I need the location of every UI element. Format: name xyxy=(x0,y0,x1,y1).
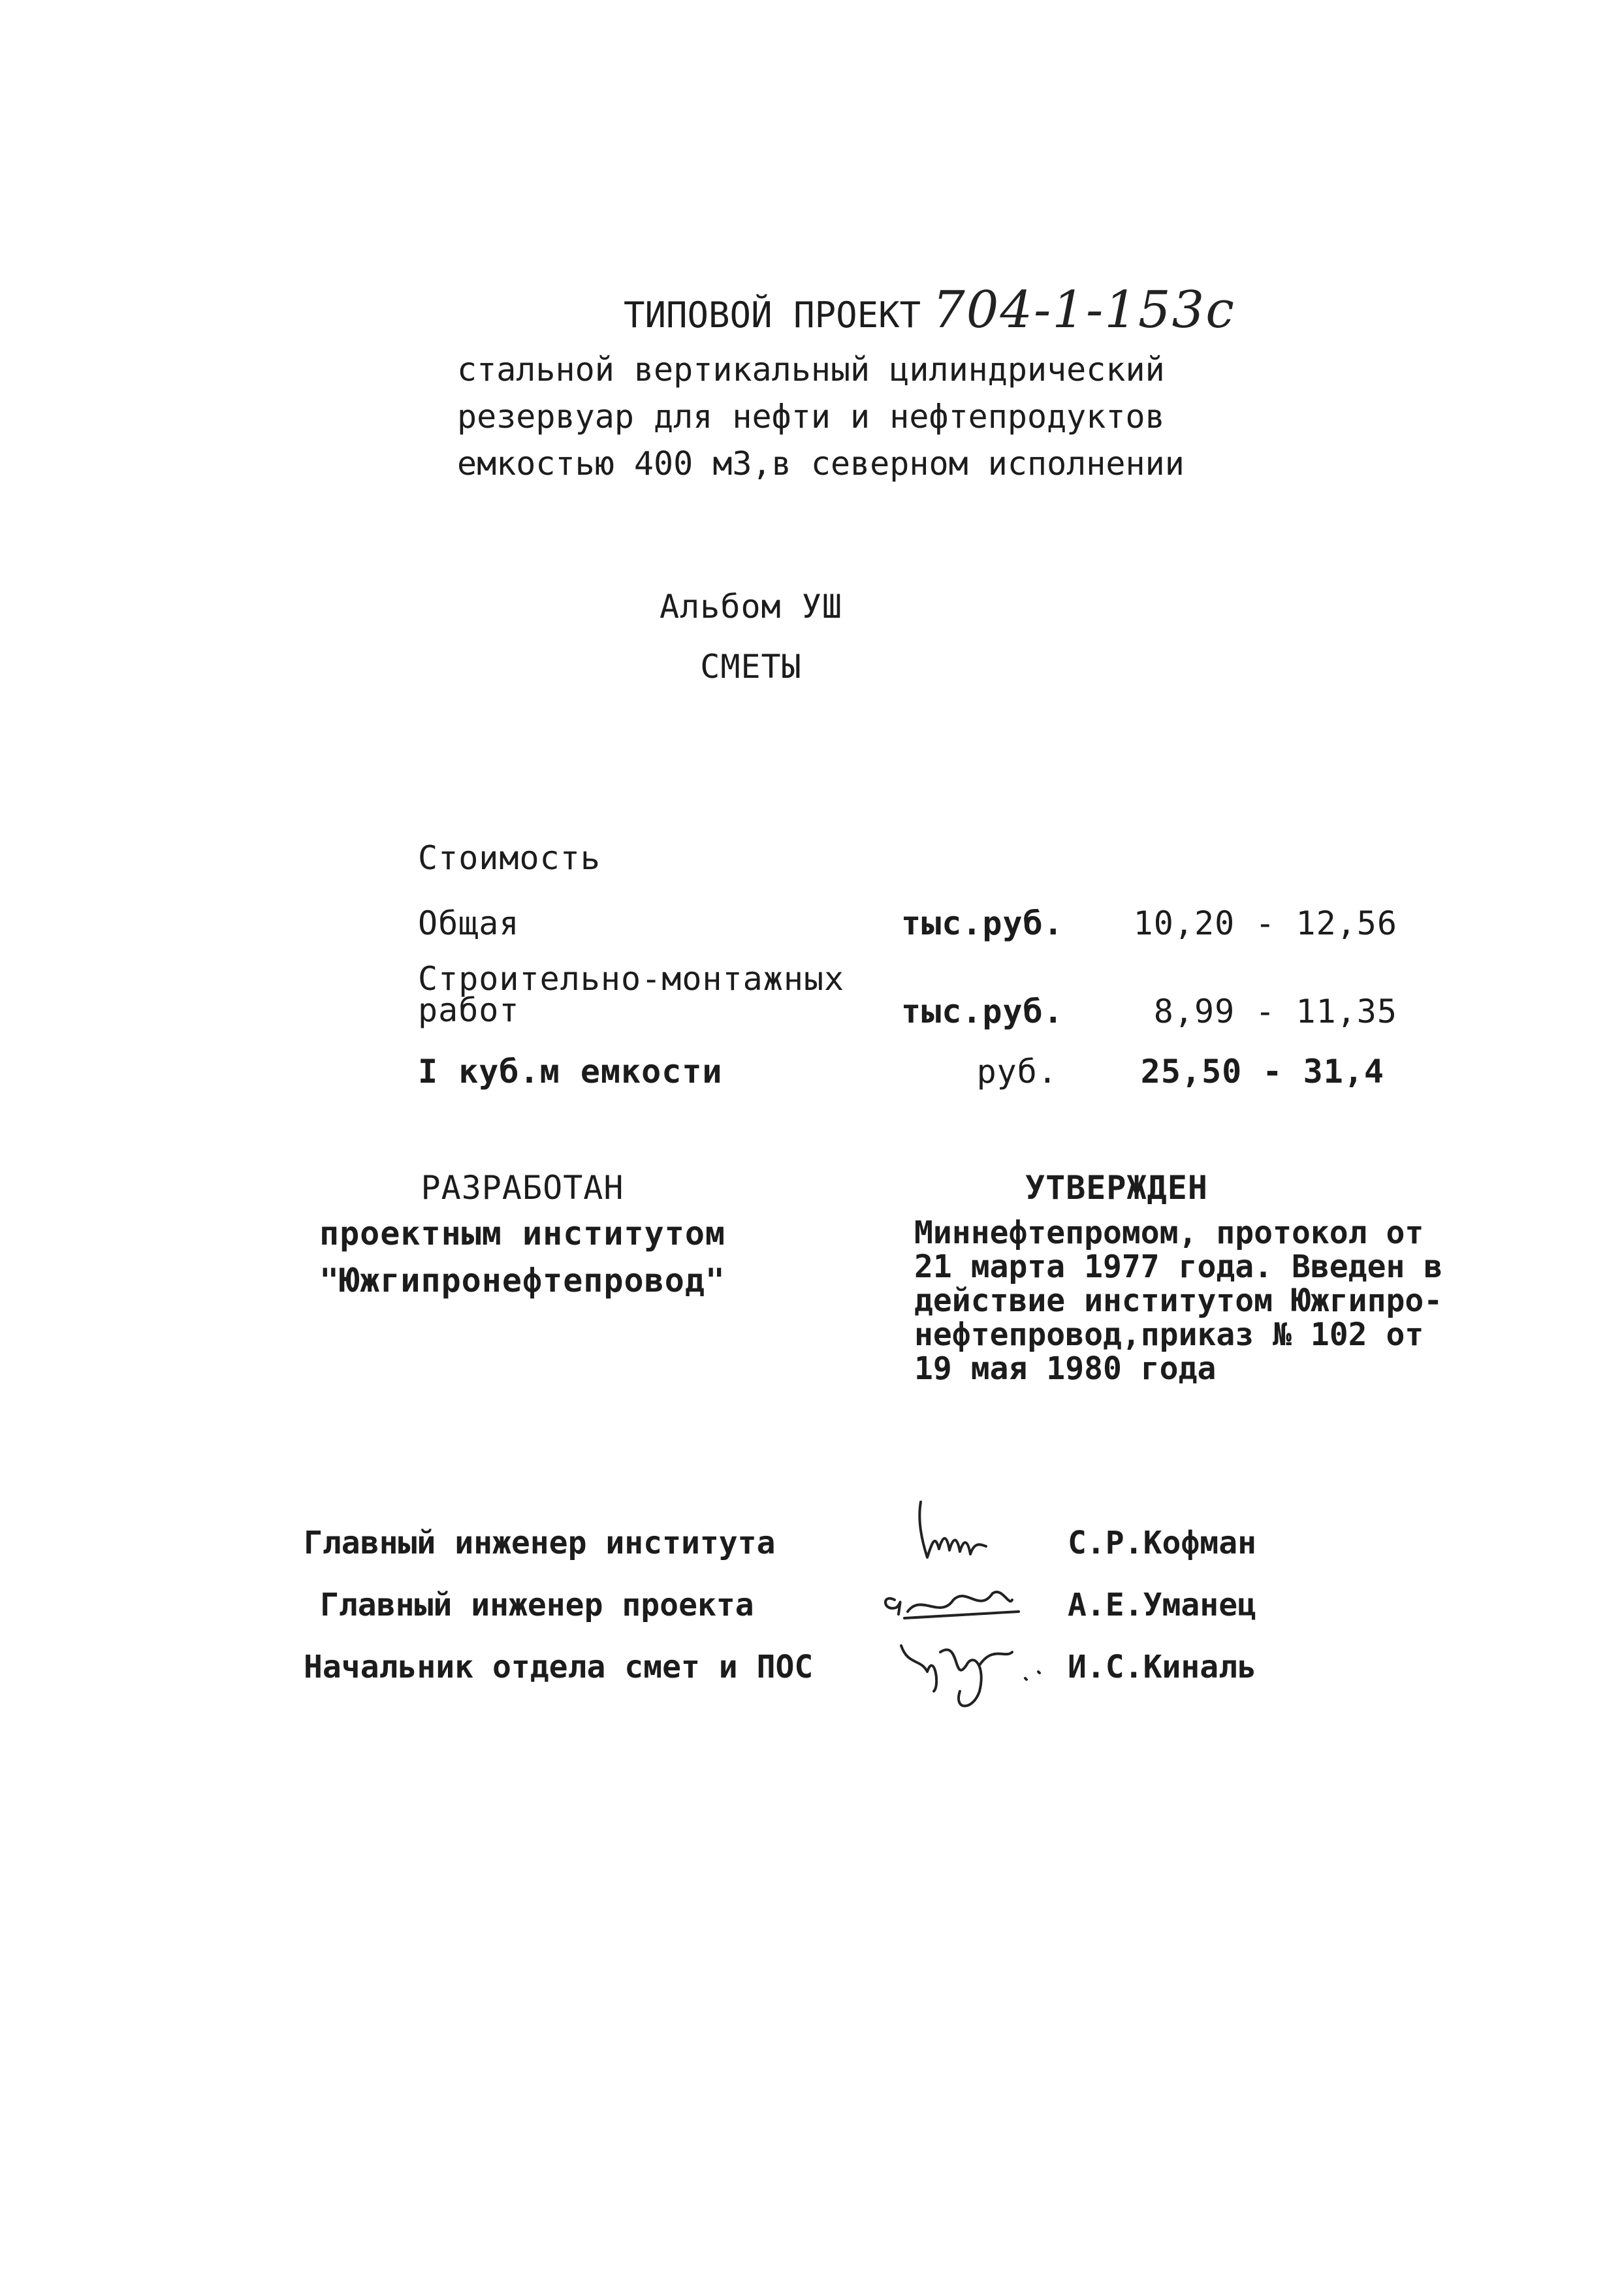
approved-line-2: 21 марта 1977 года. Введен в xyxy=(914,1249,1443,1285)
album-name: СМЕТЫ xyxy=(700,648,802,686)
handwritten-signatures xyxy=(882,1495,1077,1717)
album-label: Альбом УШ xyxy=(660,588,842,626)
cost-per-m3-label: I куб.м емкости xyxy=(418,1053,723,1091)
signature-3-stroke xyxy=(901,1646,1012,1706)
signer-name-1: С.Р.Кофман xyxy=(1068,1525,1256,1561)
project-title-prefix: ТИПОВОЙ ПРОЕКТ xyxy=(624,295,921,336)
project-number-handwritten: 704-1-153с xyxy=(932,281,1235,340)
signer-role-1: Главный инженер института xyxy=(304,1525,776,1561)
approved-line-4: нефтепровод,приказ № 102 от xyxy=(914,1316,1424,1353)
developed-line-1: проектным институтом xyxy=(319,1215,726,1252)
cost-per-m3-value: 25,50 - 31,4 xyxy=(1140,1053,1384,1091)
cost-per-m3-unit: руб. xyxy=(976,1053,1058,1091)
signature-2-stroke xyxy=(885,1592,1012,1614)
project-description-line-1: стальной вертикальный цилиндрический xyxy=(457,351,1165,389)
approved-line-5: 19 мая 1980 года xyxy=(914,1350,1217,1387)
signature-1-stroke xyxy=(919,1502,986,1557)
project-description-line-2: резервуар для нефти и нефтепродуктов xyxy=(457,398,1165,436)
developed-heading: РАЗРАБОТАН xyxy=(421,1169,624,1207)
cost-total-unit: тыс.руб. xyxy=(901,904,1064,942)
project-title xyxy=(624,281,1235,340)
signer-role-3: Начальник отдела смет и ПОС xyxy=(304,1649,814,1685)
project-description-line-3: емкостью 400 м3,в северном исполнении xyxy=(457,445,1185,483)
signer-name-3: И.С.Киналь xyxy=(1068,1649,1256,1685)
approved-heading: УТВЕРЖДЕН xyxy=(1025,1169,1208,1207)
signature-3-dots xyxy=(1025,1672,1040,1680)
cost-construction-label-2: работ xyxy=(418,991,520,1029)
cost-construction-unit: тыс.руб. xyxy=(901,993,1064,1030)
developed-line-2: "Южгипронефтепровод" xyxy=(319,1262,726,1299)
cost-heading: Стоимость xyxy=(418,839,601,877)
signer-role-2: Главный инженер проекта xyxy=(320,1587,754,1623)
signer-name-2: А.Е.Уманец xyxy=(1068,1587,1256,1623)
cost-construction-label: Строительно-монтажных xyxy=(418,960,845,998)
approved-line-3: действие институтом Южгипро- xyxy=(914,1282,1443,1319)
approved-line-1: Миннефтепромом, протокол от xyxy=(914,1215,1424,1251)
signature-2-underline xyxy=(904,1612,1019,1618)
cost-construction-value: 8,99 - 11,35 xyxy=(1153,993,1397,1030)
cost-total-label: Общая xyxy=(418,904,520,942)
cost-total-value: 10,20 - 12,56 xyxy=(1133,904,1397,942)
